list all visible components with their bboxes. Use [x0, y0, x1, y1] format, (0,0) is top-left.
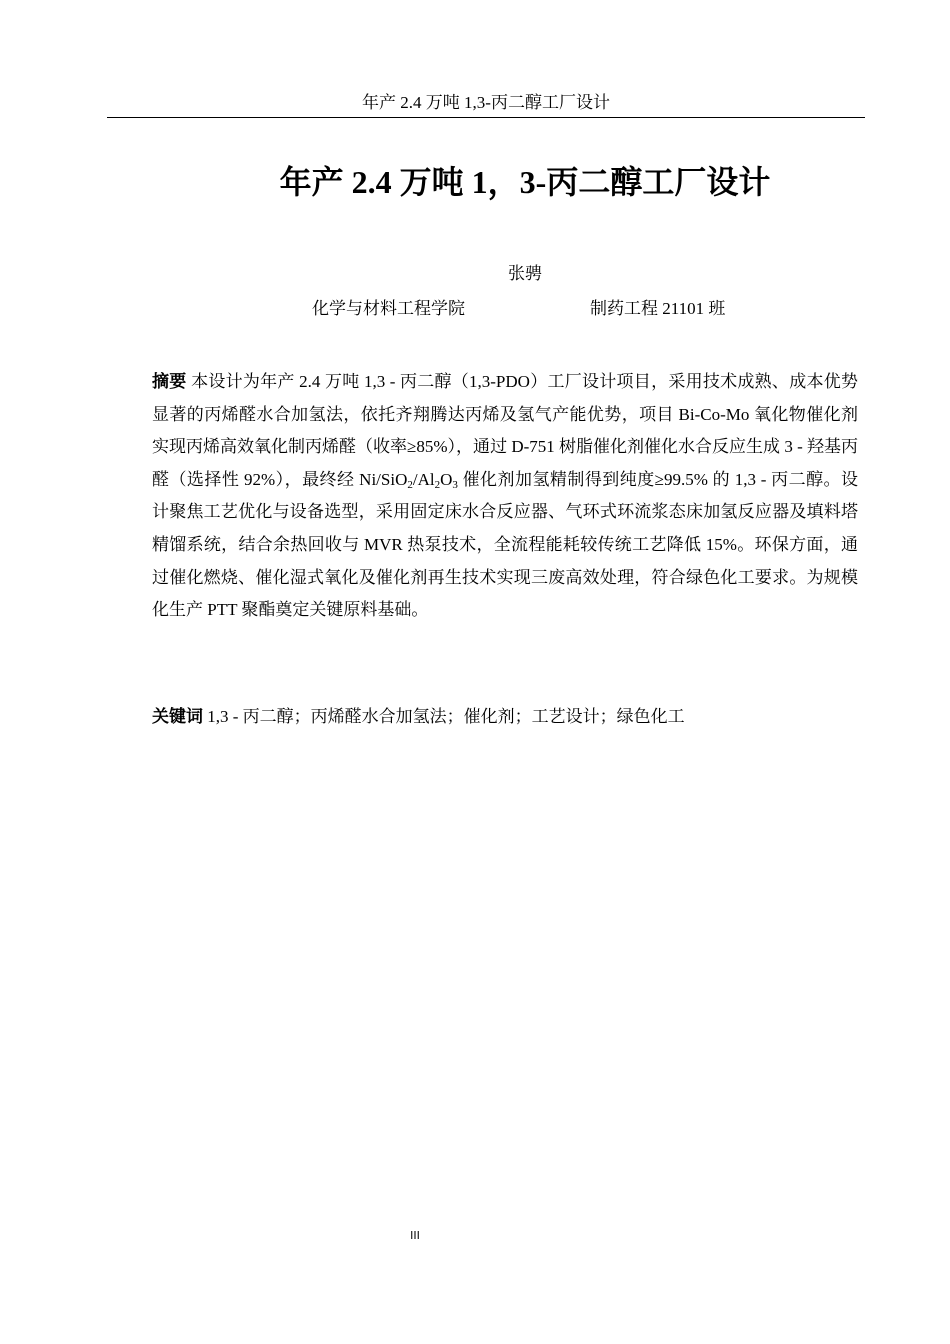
abstract-text: 本设计为年产 2.4 万吨 1,3 - 丙二醇（1,3-PDO）工厂设计项目，采用技术成熟、成本优势显著的丙烯醛水合加氢法，依托齐翔腾达丙烯及氢气产能优势，项目 Bi-Co-Mo 氧化物催化剂实现丙烯高效氧化制丙烯醛（收率≥85%），通过 D-751 树脂催化剂催化水合反应生成 3 - 羟基丙醛（选择性 92%），最终经 Ni/SiO [152, 372, 858, 489]
running-header: 年产 2.4 万吨 1,3-丙二醇工厂设计 [362, 93, 610, 112]
abstract-label: 摘要 [152, 372, 187, 392]
paper-title: 年产 2.4 万吨 1，3-丙二醇工厂设计 [279, 164, 771, 200]
subscript: 3 [452, 478, 458, 491]
abstract-text: /Al [412, 469, 435, 489]
author-class: 制药工程 21101 班 [590, 299, 726, 318]
abstract [152, 366, 858, 627]
keywords [152, 702, 858, 732]
header-rule [107, 117, 865, 118]
subscript: 2 [434, 478, 441, 491]
abstract-text: O [440, 469, 453, 489]
author-school: 化学与材料工程学院 [312, 299, 465, 318]
subscript: 2 [407, 478, 413, 491]
abstract-text: 催化剂加氢精制得到纯度≥99.5% 的 1,3 - 丙二醇。设计聚焦工艺优化与设备选型，采用固定床水合反应器、气环式环流浆态床加氢反应器及填料塔精馏系统，结合余热回收与 MVR 热泵技术，全流程能耗较传统工艺降低 15%。环保方面，通过催化燃烧、催化湿式氧化及催化剂再生技术实现三废高效处理，符合绿色化工要求。为规模化生产 PTT 聚酯奠定关键原料基础。 [152, 469, 858, 620]
keywords-label: 关键词 [152, 707, 203, 727]
page-number: III [410, 1229, 420, 1242]
author-name: 张骋 [508, 264, 542, 283]
keywords-text: 1,3 - 丙二醇；丙烯醛水合加氢法；催化剂；工艺设计；绿色化工 [203, 707, 685, 726]
